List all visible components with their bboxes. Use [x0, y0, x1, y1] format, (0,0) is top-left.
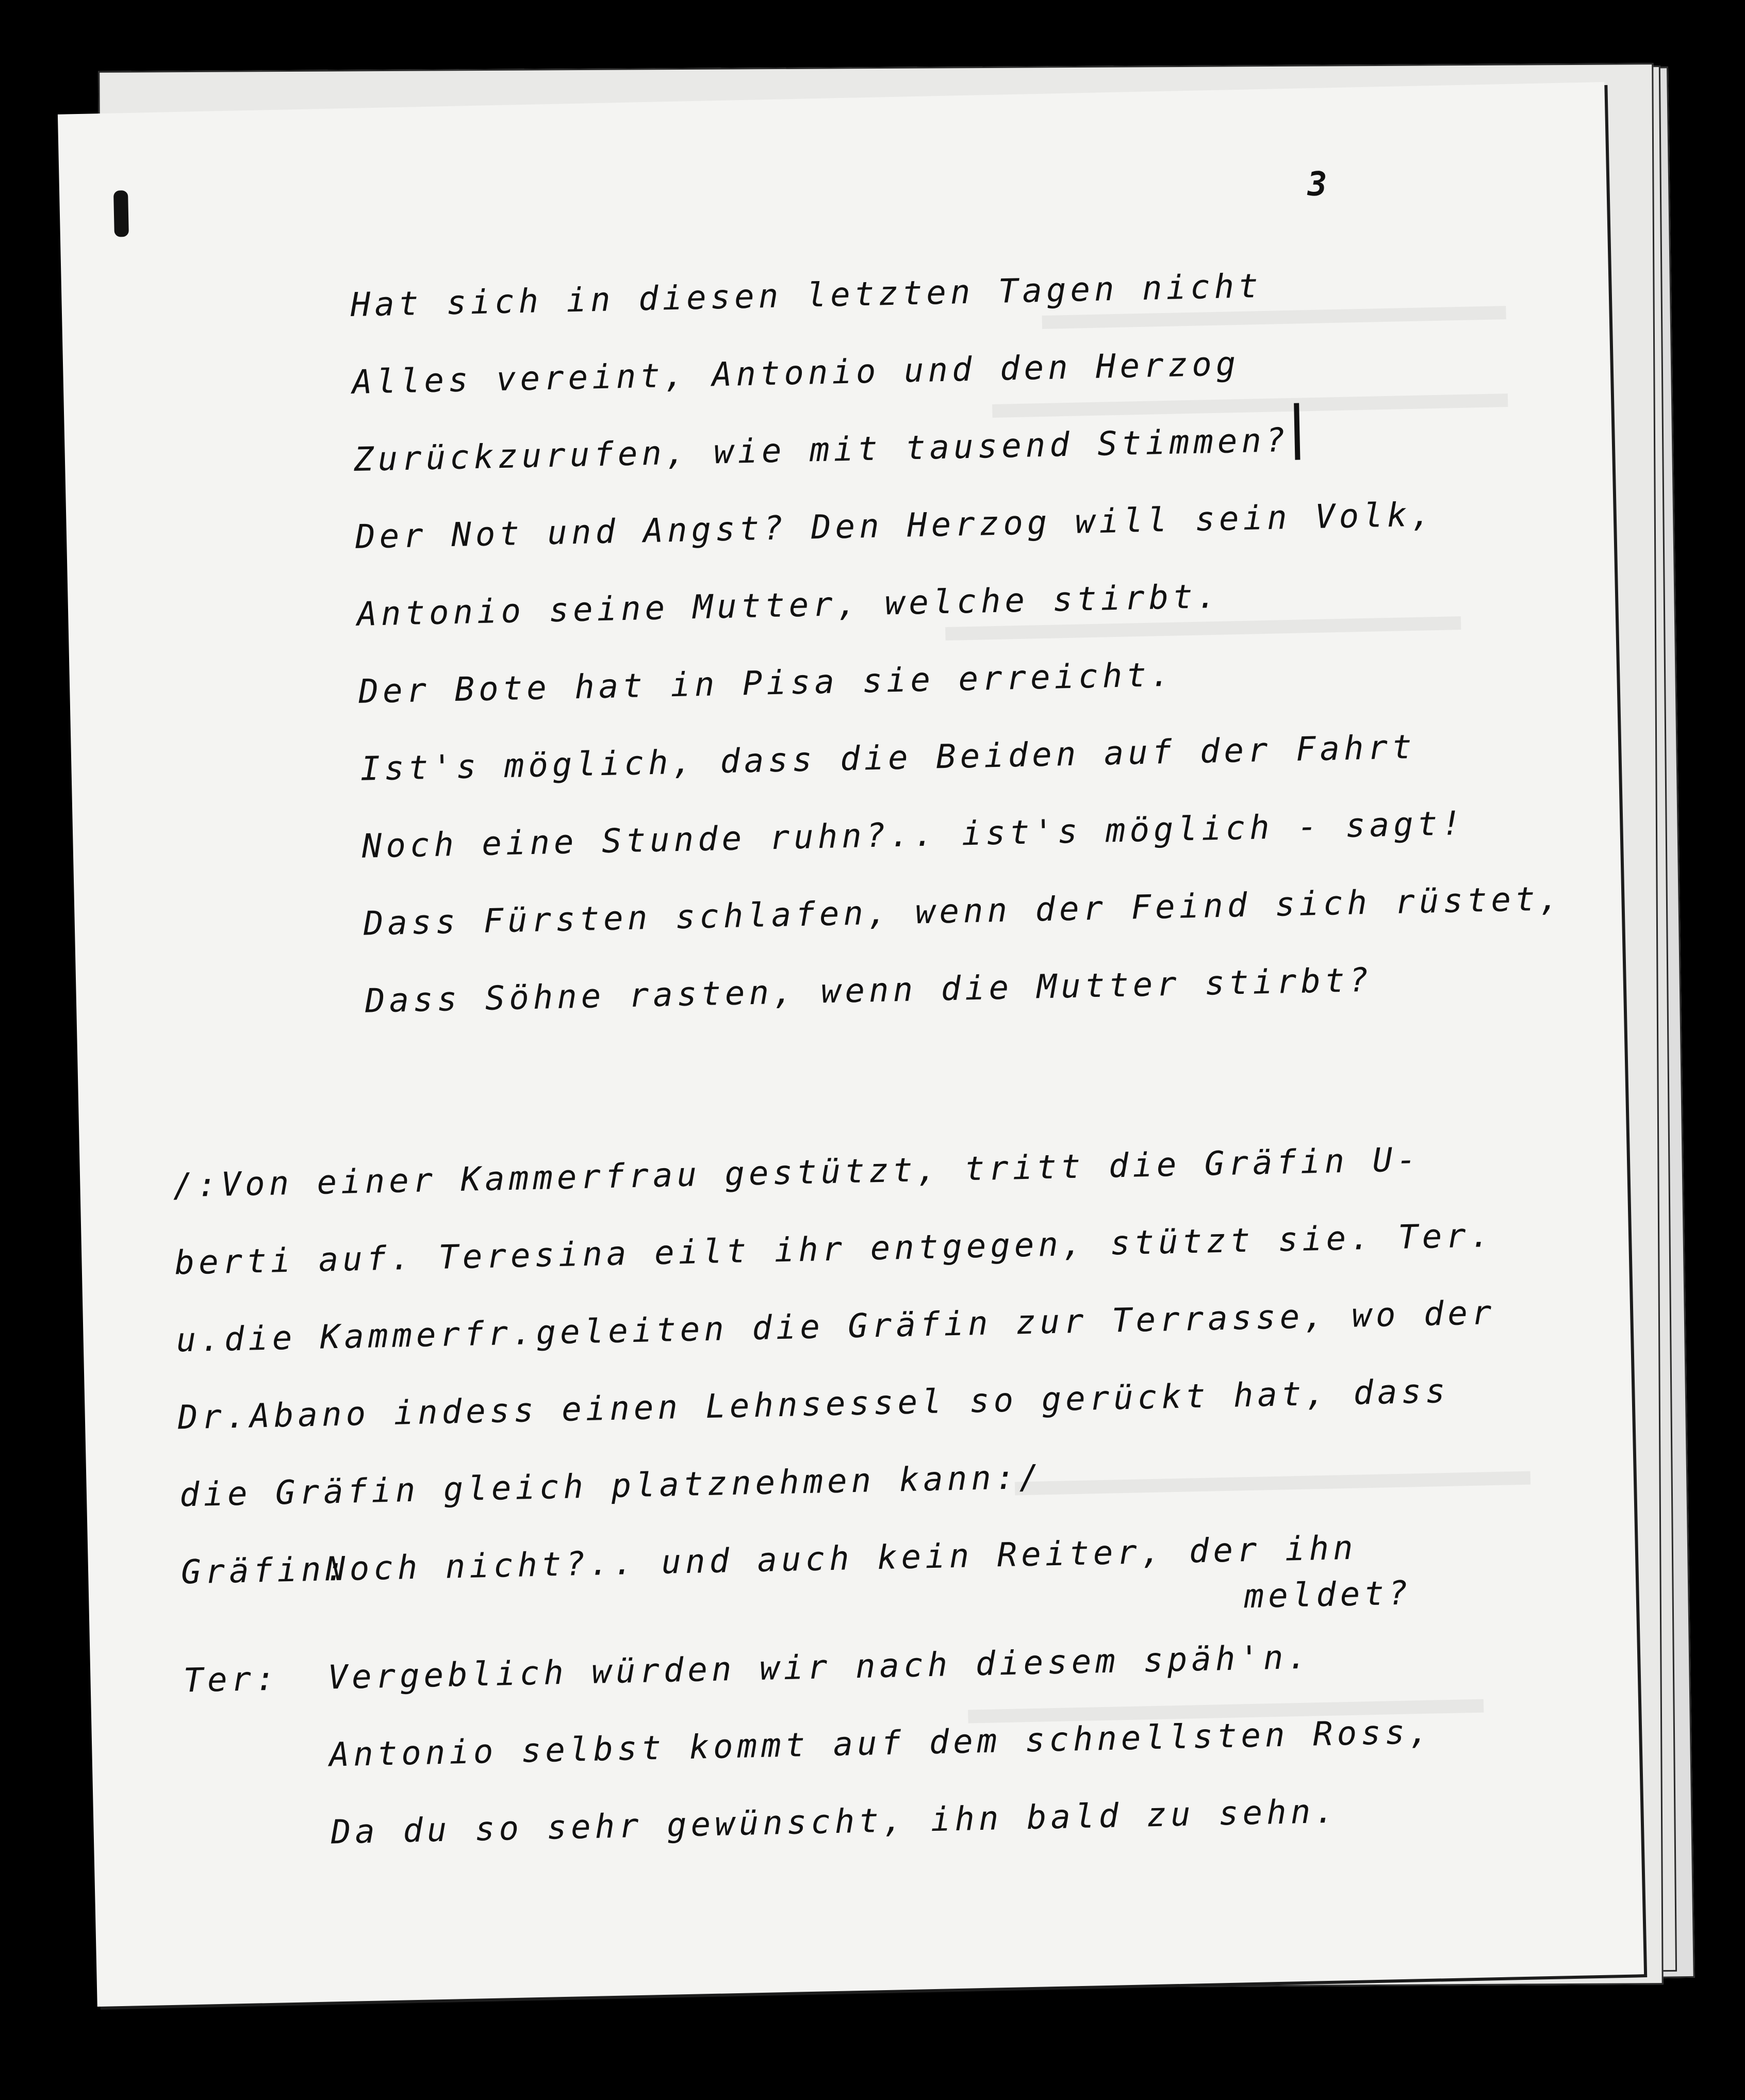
bleed-through-mark: [1042, 306, 1506, 329]
verse-line: Hat sich in diesen letzten Tagen nicht: [350, 267, 1263, 324]
stage-direction-line: Dr.Abano indess einen Lehnsessel so gerückt hat, dass: [177, 1372, 1450, 1437]
speaker-name: Gräfin:: [180, 1550, 350, 1592]
stage-direction-line: die Gräfin gleich platznehmen kann:/: [179, 1458, 1044, 1515]
dialogue-continuation: meldet?: [1243, 1574, 1413, 1616]
dialogue-line: [183, 1638, 1312, 1700]
verse-line: Alles vereint, Antonio und den Herzog: [352, 344, 1240, 402]
page-number: 3: [1307, 165, 1328, 204]
verse-line: Noch eine Stunde ruhn?.. ist's möglich - sagt!: [361, 804, 1466, 866]
spoken-text: Vergeblich würden wir nach diesem späh'n.: [327, 1638, 1312, 1697]
verse-line: Zurückzurufen, wie mit tausend Stimmen?: [353, 421, 1290, 479]
punch-hole-mark: [113, 190, 129, 237]
bleed-through-mark: [1015, 1471, 1530, 1496]
correction-mark: [1294, 403, 1300, 460]
speaker-name: Ter:: [183, 1660, 280, 1700]
bleed-through-mark: [945, 616, 1461, 641]
stage-direction-line: berti auf. Teresina eilt ihr entgegen, stützt sie. Ter.: [174, 1216, 1495, 1283]
verse-line: Der Bote hat in Pisa sie erreicht.: [358, 655, 1175, 711]
typescript-page: [58, 82, 1644, 2007]
bleed-through-mark: [992, 393, 1508, 418]
verse-line: Dass Fürsten schlafen, wenn der Feind sich rüstet,: [363, 880, 1563, 943]
dialogue-line: Antonio selbst kommt auf dem schnellsten Ross,: [328, 1713, 1434, 1775]
dialogue-line: [180, 1529, 1358, 1592]
verse-line: Dass Söhne rasten, wenn die Mutter stirbt?: [365, 961, 1373, 1021]
verse-line: Antonio seine Mutter, welche stirbt.: [356, 577, 1221, 634]
spoken-text: Noch nicht?.. und auch kein Reiter, der ihn: [325, 1529, 1358, 1589]
stage-direction-line: u.die Kammerfr.geleiten die Gräfin zur Terrasse, wo der: [175, 1293, 1496, 1360]
verse-line: Ist's möglich, dass die Beiden auf der Fahrt: [359, 728, 1417, 789]
verse-line: Der Not und Angst? Den Herzog will sein Volk,: [355, 496, 1436, 556]
stage-direction-line: /:Von einer Kammerfrau gestützt, tritt die Gräfin U-: [172, 1140, 1421, 1205]
dialogue-line: Da du so sehr gewünscht, ihn bald zu sehn.: [331, 1792, 1339, 1852]
